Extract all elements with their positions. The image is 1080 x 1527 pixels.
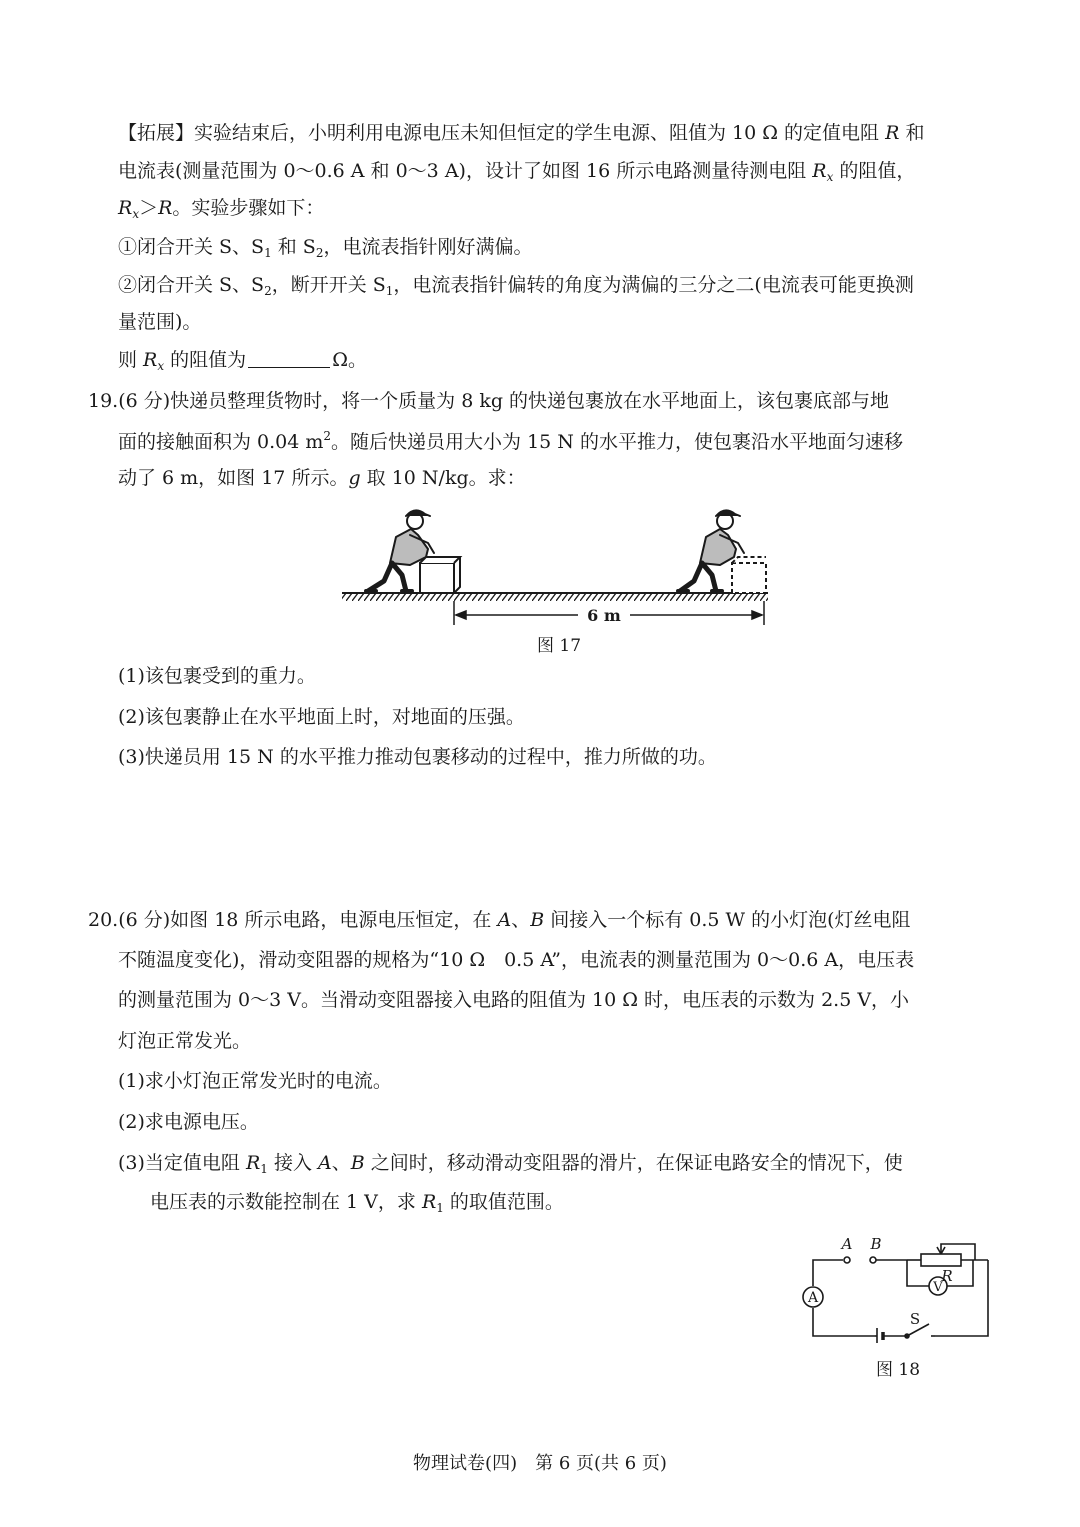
q20-sub-3-cont: 电压表的示数能控制在 1 V，求 $R_1$ 的取值范围。 [150,1191,564,1215]
extension-line-2: 电流表(测量范围为 0～0.6 A 和 0～3 A)，设计了如图 16 所示电路测量待测电阻 $R_x$ 的阻值， [118,160,916,184]
ground-line [342,593,768,601]
q19-sub-3: (3)快递员用 15 N 的水平推力推动包裹移动的过程中，推力所做的功。 [118,746,717,768]
svg-text:A: A [807,1290,819,1306]
q19-line-3: 动了 6 m，如图 17 所示。g 取 10 N/kg。求： [118,467,526,489]
q19-sub-1: (1)该包裹受到的重力。 [118,665,316,687]
q20-line-3: 的测量范围为 0～3 V。当滑动变阻器接入电路的阻值为 10 Ω 时，电压表的示数为 2.5 V，小 [118,989,910,1011]
wire-left-bottom [813,1308,875,1336]
q19-sub-2: (2)该包裹静止在水平地面上时，对地面的压强。 [118,706,525,728]
q20-sub-1: (1)求小灯泡正常发光时的电流。 [118,1070,392,1092]
package-box-end [732,557,766,593]
figure-18-circuit [795,1228,1000,1343]
answer-blank[interactable] [248,351,330,368]
q20-line-4: 灯泡正常发光。 [118,1030,252,1052]
svg-text:A: A [841,1235,853,1253]
figure-18-caption: 图 18 [876,1360,921,1380]
q19-line-2: 面的接触面积为 0.04 $m^2$。随后快递员用大小为 15 N 的水平推力，使包裹沿水平地面匀速移 [118,429,903,453]
extension-line-1: 【拓展】实验结束后，小明利用电源电压未知但恒定的学生电源、阻值为 10 Ω 的定值电阻 R 和 [118,122,925,144]
q20-line-1: 20.(6 分)如图 18 所示电路，电源电压恒定，在 A、B 间接入一个标有 0.5 W 的小灯泡(灯丝电阻 [88,909,911,931]
q20-sub-3: (3)当定值电阻 $R_1$ 接入 A、B 之间时，移动滑动变阻器的滑片，在保证电路安全的情况下，使 [118,1152,903,1176]
svg-text:V: V [933,1280,943,1295]
terminal-a [844,1257,850,1263]
q20-line-2: 不随温度变化)，滑动变阻器的规格为“10 Ω 0.5 A”，电流表的测量范围为 0～0.6 A，电压表 [118,949,915,971]
package-box-start [420,557,460,593]
terminal-b [870,1257,876,1263]
extension-step-1: ①闭合开关 S、$S_1$ 和 $S_2$，电流表指针刚好满偏。 [118,236,533,260]
svg-text:B: B [870,1235,882,1253]
extension-line-3: $R_x>R$。实验步骤如下： [118,197,325,221]
q20-sub-2: (2)求电源电压。 [118,1111,259,1133]
svg-text:S: S [909,1310,921,1328]
distance-label: 6 m [587,606,621,625]
rheostat [921,1254,961,1266]
figure-17-caption: 图 17 [537,636,582,656]
wire-left-top [813,1260,843,1286]
page-footer: 物理试卷(四) 第 6 页(共 6 页) [413,1453,667,1474]
extension-step-2-cont: 量范围)。 [118,311,202,333]
q19-line-1: 19.(6 分)快递员整理货物时，将一个质量为 8 kg 的快递包裹放在水平地面上，该包裹底部与地 [88,390,890,412]
figure-17 [340,505,770,630]
extension-step-2: ②闭合开关 S、$S_2$，断开开关 $S_1$，电流表指针偏转的角度为满偏的三分之二(电流表可能更换测 [118,274,914,298]
svg-text:R: R [941,1267,953,1285]
extension-question: 则 $R_x$ 的阻值为 Ω。 [118,349,367,373]
